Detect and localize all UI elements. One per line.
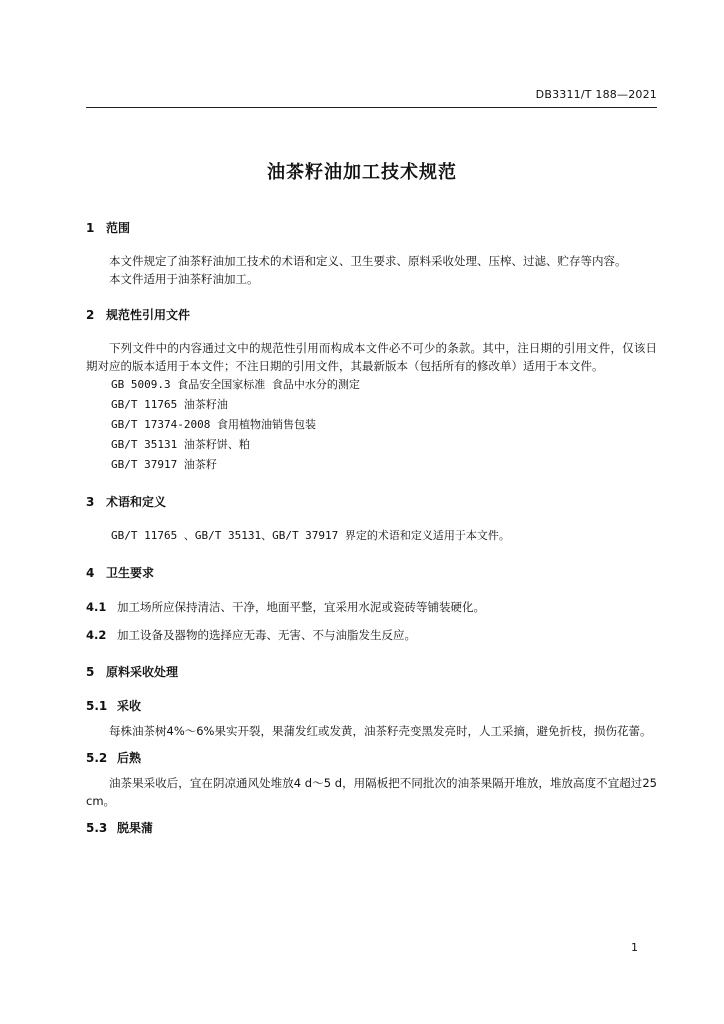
- clause-number: 4.2: [86, 628, 107, 642]
- document-title: 油茶籽油加工技术规范: [267, 162, 457, 183]
- subsection-title: 脱果蒲: [117, 821, 154, 835]
- harvest-paragraph: 每株油茶树4%～6%果实开裂，果蒲发红或发黄，油茶籽壳变黑发亮时，人工采摘，避免折枝，损伤花蕾。: [109, 724, 652, 738]
- reference-item: GB/T 35131 油茶籽饼、粕: [111, 438, 250, 451]
- reference-item: GB/T 37917 油茶籽: [111, 458, 217, 471]
- terms-paragraph: GB/T 11765 、GB/T 35131、GB/T 37917 界定的术语和定义适用于本文件。: [111, 529, 510, 542]
- section-4-heading: [86, 563, 657, 583]
- reference-item: GB 5009.3 食品安全国家标准 食品中水分的测定: [111, 378, 360, 391]
- clause-number: 4.1: [86, 600, 107, 614]
- subsection-number: 5.2: [86, 751, 108, 765]
- subsection-number: 5.1: [86, 699, 108, 713]
- scope-paragraph-2: 本文件适用于油茶籽油加工。: [109, 272, 259, 286]
- section-title: 范围: [106, 221, 131, 235]
- section-number: 3: [86, 495, 95, 509]
- clause-4-2: [86, 625, 657, 645]
- document-code: DB3311/T 188—2021: [535, 88, 657, 101]
- section-title: 原料采收处理: [106, 665, 179, 679]
- section-2-heading: [86, 305, 657, 325]
- subsection-5-2-heading: [86, 748, 657, 768]
- section-title: 术语和定义: [106, 495, 167, 509]
- ripening-paragraph: 油茶果采收后，宜在阴凉通风处堆放4 d～5 d，用隔板把不同批次的油茶果隔开堆放，堆放高度不宜超过25 cm。: [86, 776, 657, 808]
- section-5-heading: [86, 662, 657, 682]
- subsection-title: 后熟: [117, 751, 142, 765]
- reference-item: GB/T 17374-2008 食用植物油销售包装: [111, 418, 316, 431]
- section-number: 1: [86, 221, 95, 235]
- section-title: 规范性引用文件: [106, 308, 191, 322]
- clause-text: 加工设备及器物的选择应无毒、无害、不与油脂发生反应。: [117, 628, 416, 642]
- section-number: 4: [86, 566, 95, 580]
- section-1-heading: [86, 218, 657, 238]
- section-number: 5: [86, 665, 95, 679]
- reference-item: GB/T 11765 油茶籽油: [111, 398, 228, 411]
- subsection-5-1-heading: [86, 696, 657, 716]
- clause-text: 加工场所应保持清洁、干净，地面平整，宜采用水泥或瓷砖等铺装硬化。: [117, 600, 485, 614]
- header-rule: [86, 107, 657, 108]
- clause-4-1: [86, 597, 657, 617]
- subsection-title: 采收: [117, 699, 142, 713]
- scope-paragraph-1: 本文件规定了油茶籽油加工技术的术语和定义、卫生要求、原料采收处理、压榨、过滤、贮存等内容。: [109, 254, 627, 268]
- subsection-number: 5.3: [86, 821, 108, 835]
- section-3-heading: [86, 492, 657, 512]
- document-body: [86, 218, 657, 838]
- references-intro-paragraph: 下列文件中的内容通过文中的规范性引用而构成本文件必不可少的条款。其中，注日期的引用文件，仅该日期对应的版本适用于本文件；不注日期的引用文件，其最新版本（包括所有的修改单）适用于本文件。: [86, 341, 657, 373]
- page-number: 1: [631, 941, 638, 954]
- subsection-5-3-heading: [86, 818, 657, 838]
- section-title: 卫生要求: [106, 566, 155, 580]
- section-number: 2: [86, 308, 95, 322]
